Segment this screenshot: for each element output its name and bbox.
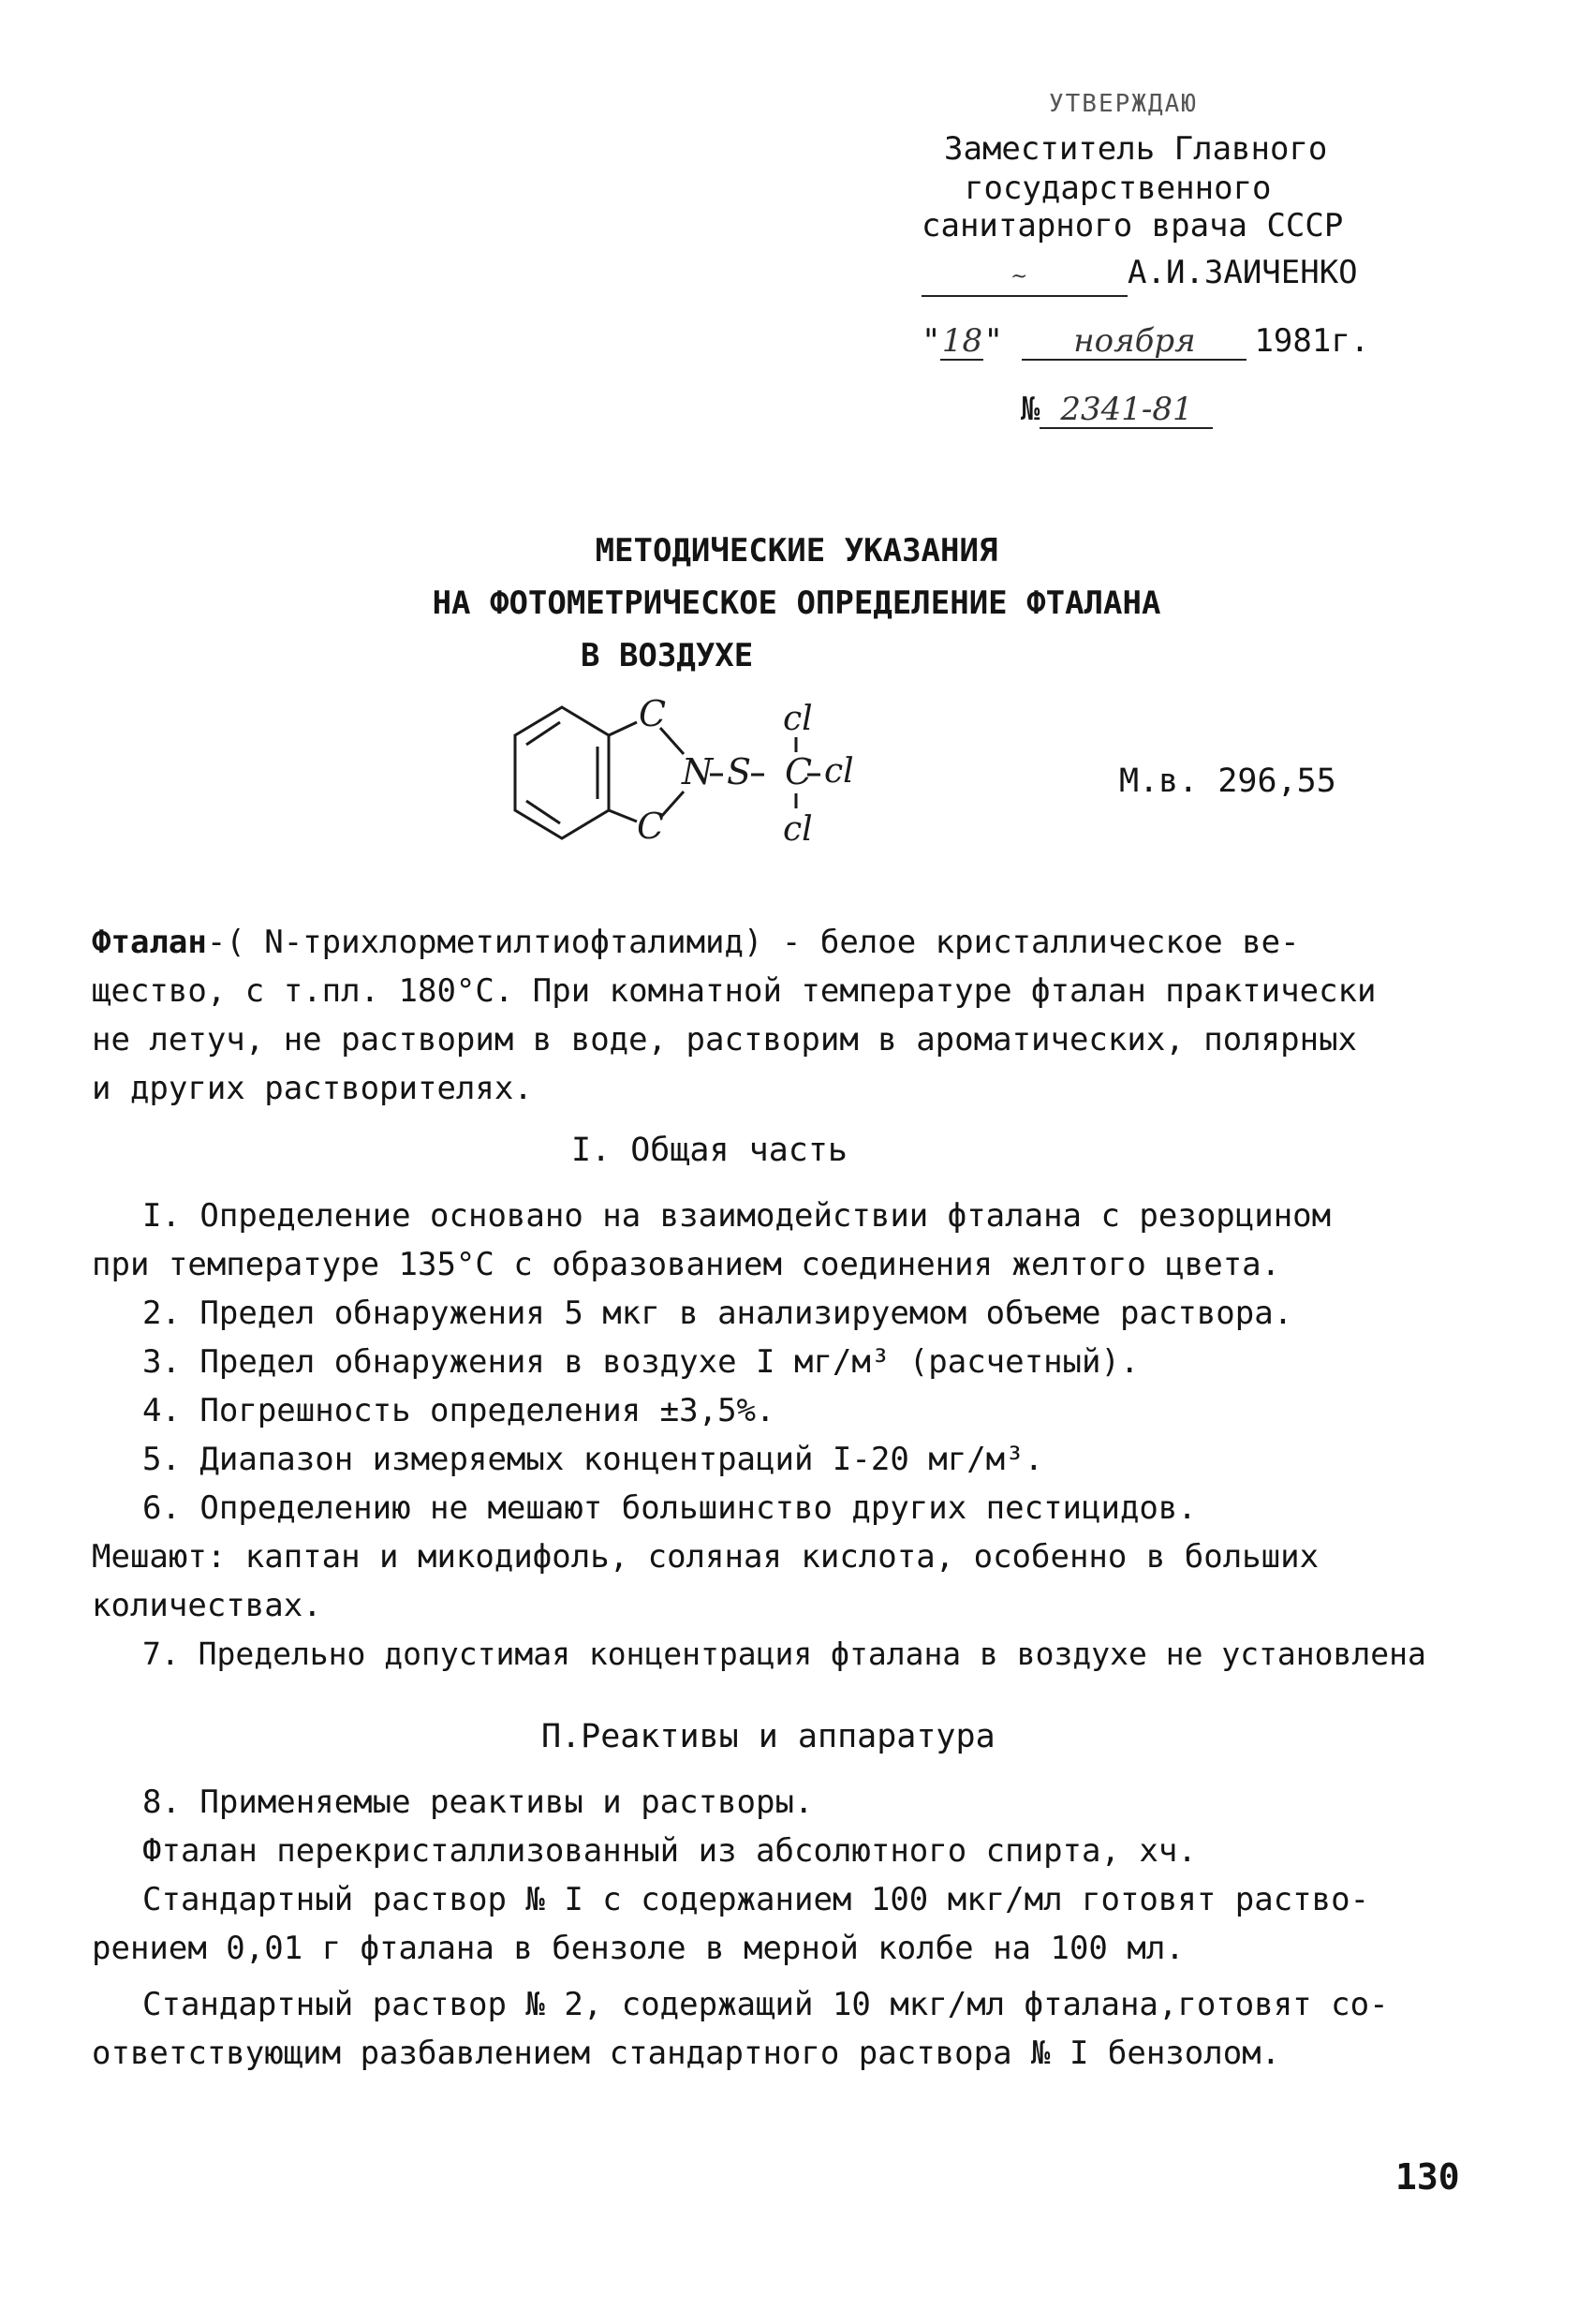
section-2-line-2: Фталан перекристаллизованный из абсолютного спирта, хч. <box>142 1832 1197 1870</box>
approval-heading: УТВЕРЖДАЮ <box>1049 90 1198 118</box>
section-1-line-10: 7. Предельно допустимая концентрация фталана в воздухе не установлена <box>142 1636 1426 1672</box>
section-1-line-7: 6. Определению не мешают большинство других пестицидов. <box>142 1489 1197 1527</box>
section-1-line-4: 3. Предел обнаружения в воздухе I мг/м³ (расчетный). <box>142 1343 1140 1381</box>
section-1-line-9: количествах. <box>92 1587 322 1624</box>
structural-formula <box>468 688 955 913</box>
number-prefix: № <box>1021 391 1040 428</box>
section-2-line-1: 8. Применяемые реактивы и растворы. <box>142 1784 814 1821</box>
approval-line-3: санитарного врача СССР <box>922 207 1344 244</box>
section-1-line-5: 4. Погрешность определения ±3,5%. <box>142 1392 775 1429</box>
approval-line-2: государственного <box>965 170 1272 207</box>
intro-line-4: и других растворителях. <box>92 1070 533 1107</box>
section-1-line-3: 2. Предел обнаружения 5 мкг в анализируемом объеме раствора. <box>142 1295 1293 1332</box>
atom-s: S <box>727 751 752 792</box>
date-month: ноября <box>1022 323 1246 361</box>
approval-date: "18" ноября 1981г. <box>922 322 1370 360</box>
atom-n: N <box>682 751 714 792</box>
title-line-2: НА ФОТОМЕТРИЧЕСКОЕ ОПРЕДЕЛЕНИЕ ФТАЛАНА <box>432 585 1161 622</box>
section-2-line-4: рением 0,01 г фталана в бензоле в мерной колбе на 100 мл. <box>92 1930 1185 1967</box>
title-line-1: МЕТОДИЧЕСКИЕ УКАЗАНИЯ <box>595 532 998 570</box>
intro-line-1-text: -( N-трихлорметилтиофталимид) - белое кристаллическое ве- <box>206 924 1300 961</box>
atom-cl-top: cl <box>783 700 813 738</box>
section-2-line-6: ответствующим разбавлением стандартного раствора № I бензолом. <box>92 2035 1281 2072</box>
section-1-line-1: I. Определение основано на взаимодействии фталана с резорцином <box>142 1197 1332 1235</box>
approval-number <box>1021 392 1213 429</box>
atom-cl-right: cl <box>824 752 854 791</box>
section-2-line-5: Стандартный раствор № 2, содержащий 10 мкг/мл фталана,готовят со- <box>142 1986 1389 2023</box>
section-1-line-8: Мешают: каптан и микодифоль, соляная кислота, особенно в больших <box>92 1538 1320 1576</box>
title-line-3: В ВОЗДУХЕ <box>581 637 754 674</box>
section-1-line-6: 5. Диапазон измеряемых концентраций I-20 мг/м³. <box>142 1441 1044 1478</box>
registration-number: 2341-81 <box>1040 392 1213 429</box>
atom-c-top: C <box>639 693 667 734</box>
intro-line-1 <box>92 918 1300 967</box>
benzene-ring <box>515 707 609 838</box>
atom-c-bottom: C <box>637 806 665 847</box>
section-1-heading: I. Общая часть <box>571 1132 848 1169</box>
intro-line-2: щество, с т.пл. 180°С. При комнатной температуре фталан практически <box>92 972 1377 1010</box>
approval-signer-name: А.И.ЗАИЧЕНКО <box>1128 254 1358 291</box>
section-2-line-3: Стандартный раствор № I с содержанием 100 мкг/мл готовят раство- <box>142 1881 1370 1918</box>
page-number: 130 <box>1395 2156 1460 2198</box>
section-1-line-2: при температуре 135°С с образованием соединения желтого цвета. <box>92 1246 1281 1283</box>
approval-line-1: Заместитель Главного <box>944 130 1328 168</box>
atom-c-center: C <box>785 751 813 792</box>
molecular-weight: М.в. 296,55 <box>1119 762 1336 800</box>
section-2-heading: П.Реактивы и аппаратура <box>541 1718 996 1755</box>
date-day: 18 <box>941 322 983 360</box>
intro-substance-name: Фталан <box>92 924 207 961</box>
intro-line-3: не летуч, не растворим в воде, растворим в ароматических, полярных <box>92 1021 1358 1058</box>
date-year: 1981г. <box>1254 322 1370 360</box>
approval-signature-line <box>922 255 1358 297</box>
atom-cl-bottom: cl <box>783 810 813 849</box>
signature-mark: ~ <box>922 255 1128 297</box>
